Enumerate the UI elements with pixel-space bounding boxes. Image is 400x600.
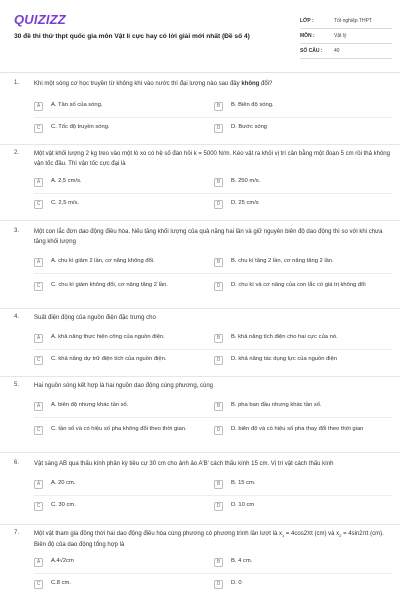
option-letter: C [34, 502, 43, 511]
option-text: B. chu kì tăng 2 lần, cơ năng tăng 2 lần. [231, 258, 334, 265]
option-letter: D [214, 426, 223, 435]
option-text: A. Tần số của sóng. [51, 102, 103, 109]
option-letter: D [214, 124, 223, 133]
quizizz-logo: QUIZIZZ [14, 12, 66, 27]
question-divider [0, 452, 400, 453]
option-text: D. biên độ và có hiệu số pha thay đổi theo thời gian [231, 426, 364, 433]
option-divider [34, 417, 392, 418]
option-a[interactable] [34, 174, 204, 190]
option-letter: A [34, 334, 43, 343]
option-d[interactable] [214, 120, 384, 136]
option-text: A. 2,5 cm/s. [51, 178, 82, 185]
worksheet-title: 30 đề thi thử thpt quốc gia môn Vật lí cực hay có lời giải mới nhất (Đề số 4) [14, 33, 250, 40]
option-b[interactable] [214, 554, 384, 570]
option-c[interactable] [34, 120, 204, 136]
option-d[interactable] [214, 498, 384, 514]
option-letter: A [34, 480, 43, 489]
option-divider [34, 193, 392, 194]
option-letter: A [34, 558, 43, 567]
option-c[interactable] [34, 352, 204, 368]
option-b[interactable] [214, 398, 384, 414]
option-d[interactable] [214, 196, 384, 212]
question-number: 5. [14, 382, 20, 388]
option-letter: D [214, 580, 223, 589]
question-number: 1. [14, 80, 20, 86]
worksheet-meta [300, 14, 392, 59]
worksheet-header [0, 0, 400, 62]
option-a[interactable] [34, 476, 204, 492]
option-text: A. 20 cm. [51, 480, 76, 487]
option-text: A. khả năng thực hiện công của nguồn điện. [51, 334, 165, 341]
option-a[interactable] [34, 554, 204, 570]
question-text: Vật sáng AB qua thấu kính phân kỳ tiêu cự 30 cm cho ảnh ảo A'B' cách thấu kính 15 cm. Vị trí vật cách thấu kính [34, 461, 334, 467]
question-text-part: Một vật tham gia đồng thời hai dao động điều hòa cùng phương có phương trình lần lượt là x [34, 531, 282, 537]
option-c[interactable] [34, 576, 204, 592]
option-divider [34, 495, 392, 496]
question-number: 6. [14, 460, 20, 466]
option-text: D. 10 cm [231, 502, 255, 509]
option-a[interactable] [34, 98, 204, 114]
option-letter: B [214, 558, 223, 567]
option-letter: C [34, 282, 43, 291]
option-d[interactable] [214, 275, 384, 297]
question-text-part: = 4cos2πt (cm) và x [284, 531, 340, 537]
option-letter: B [214, 334, 223, 343]
option-c[interactable] [34, 275, 204, 297]
option-text: D. chu kì và cơ năng của con lắc có giá trị không đổi [231, 282, 366, 289]
question-text-part: = 4sin2πt (cm). Biên độ của dao động tổng hợp là [34, 531, 384, 548]
option-text: A.4√2cm [51, 558, 74, 565]
subscript: 2 [339, 533, 342, 539]
meta-value: Tốt nghiệp THPT [334, 18, 372, 24]
option-text: D. Bước sóng [231, 124, 268, 131]
meta-value: 40 [334, 48, 340, 54]
option-text: C. khả năng dự trữ điện tích của nguồn điện. [51, 356, 167, 363]
question-text: Một con lắc đơn dao động điều hòa. Nếu tăng khối lượng của quả nặng hai lần và giữ nguyên biên độ dao động thì so với khi chưa tăng khối lượng [34, 229, 383, 245]
option-letter: B [214, 258, 223, 267]
option-divider [34, 273, 392, 274]
option-b[interactable] [214, 476, 384, 492]
option-text: A. chu kì giảm 2 lần, cơ năng không đổi. [51, 258, 155, 265]
option-divider [34, 573, 392, 574]
option-c[interactable] [34, 419, 204, 441]
question-text: Suất điện động của nguồn điện đặc trưng cho [34, 315, 156, 321]
header-divider [0, 72, 400, 73]
meta-row-subject [300, 29, 392, 44]
option-divider [34, 117, 392, 118]
option-d[interactable] [214, 419, 384, 441]
question-number: 4. [14, 314, 20, 320]
option-text: B. Biên độ sóng. [231, 102, 274, 109]
option-letter: D [214, 200, 223, 209]
option-text: D. 25 cm/s [231, 200, 259, 207]
meta-row-grade [300, 14, 392, 29]
option-text: C. chu kì giảm không đổi, cơ năng tăng 2 lần. [51, 282, 168, 289]
question-divider [0, 144, 400, 145]
option-text: C.8 cm. [51, 580, 71, 587]
option-divider [34, 349, 392, 350]
option-letter: D [214, 356, 223, 365]
option-letter: B [214, 480, 223, 489]
option-a[interactable] [34, 330, 204, 346]
option-letter: A [34, 178, 43, 187]
question-divider [0, 308, 400, 309]
subscript: 1 [281, 533, 285, 539]
question-divider [0, 376, 400, 377]
option-text: B. 250 m/s. [231, 178, 261, 185]
question-number: 3. [14, 228, 20, 234]
option-letter: A [34, 258, 43, 267]
option-letter: C [34, 200, 43, 209]
option-b[interactable] [214, 174, 384, 190]
option-letter: A [34, 102, 43, 111]
question-text: Hai nguồn sóng kết hợp là hai nguồn dao động cùng phương, cùng [34, 383, 214, 389]
option-letter: C [34, 426, 43, 435]
option-letter: D [214, 282, 223, 291]
option-d[interactable] [214, 352, 384, 368]
question-number: 2. [14, 150, 20, 156]
question-text: Một vật khối lượng 2 kg treo vào một lò xo có hệ số đàn hồi k = 5000 N/m. Kéo vật ra khỏi vị trí cân bằng một đoạn 5 cm rồi thả không vận tốc đầu. Thì vận tốc cực đại là [34, 151, 390, 167]
option-text: C. tần số và có hiệu số pha không đổi theo thời gian. [51, 426, 187, 433]
question-divider [0, 220, 400, 221]
option-b[interactable] [214, 330, 384, 346]
question-number: 7. [14, 530, 20, 536]
option-text: A. biên độ nhưng khác tần số. [51, 402, 129, 409]
option-a[interactable] [34, 254, 204, 270]
meta-row-question-count [300, 44, 392, 59]
meta-label: MÔN : [300, 33, 315, 39]
option-text: B. 15 cm. [231, 480, 256, 487]
option-text: D. khả năng tác dụng lực của nguồn điện [231, 356, 338, 363]
option-b[interactable] [214, 254, 384, 270]
option-text: C. Tốc độ truyền sóng. [51, 124, 110, 131]
option-letter: C [34, 124, 43, 133]
option-text: C. 30 cm. [51, 502, 76, 509]
option-letter: B [214, 402, 223, 411]
option-text: B. pha ban đầu nhưng khác tần số. [231, 402, 322, 409]
meta-value: Vật lý [334, 33, 347, 39]
meta-label: SỐ CÂU : [300, 48, 323, 54]
option-letter: C [34, 356, 43, 365]
option-text: C. 2,5 m/s. [51, 200, 80, 207]
option-c[interactable] [34, 498, 204, 514]
option-text: B. khả năng tích điện cho hai cực của nó. [231, 334, 338, 341]
option-letter: B [214, 178, 223, 187]
question-text [34, 530, 392, 550]
question-text: Khi một sóng cơ học truyền từ không khí vào nước thì đại lượng nào sau đây không đổi? [34, 81, 273, 87]
option-b[interactable] [214, 98, 384, 114]
option-text: B. 4 cm. [231, 558, 253, 565]
option-letter: C [34, 580, 43, 589]
option-c[interactable] [34, 196, 204, 212]
meta-label: LỚP : [300, 18, 314, 24]
option-letter: D [214, 502, 223, 511]
option-letter: A [34, 402, 43, 411]
option-a[interactable] [34, 398, 204, 414]
question-divider [0, 524, 400, 525]
option-d[interactable] [214, 576, 384, 592]
option-letter: B [214, 102, 223, 111]
option-text: D. 0 [231, 580, 242, 587]
